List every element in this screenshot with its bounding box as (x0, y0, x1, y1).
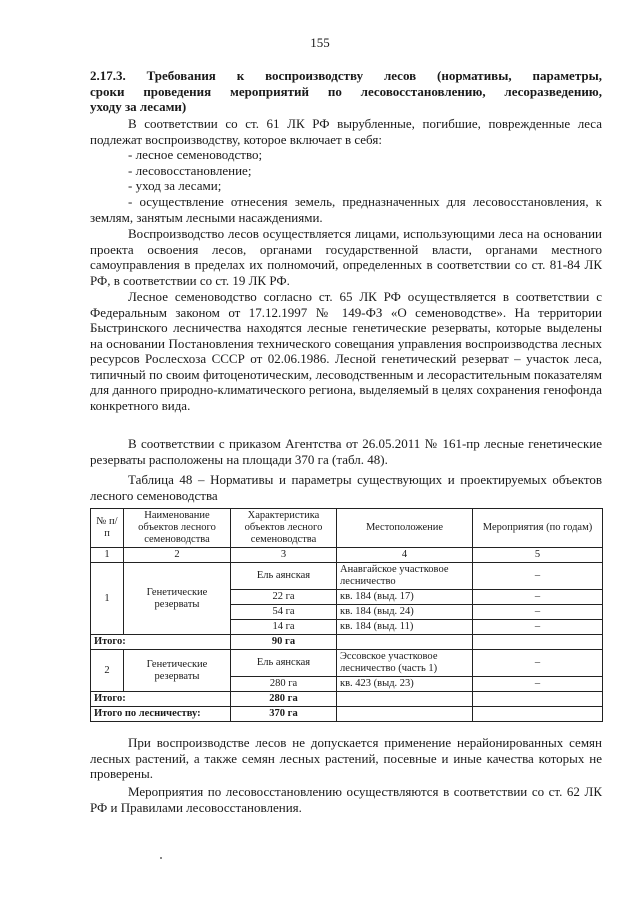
subtotal-value: 90 га (231, 635, 337, 650)
column-number: 4 (337, 548, 473, 563)
object-location: Анавгайское участковое лесничество (337, 563, 473, 590)
section-title-line: 2.17.3. Требования к воспроизводству лесов (нормативы, параметры, (90, 68, 602, 83)
header-cell: Местоположение (337, 509, 473, 548)
paragraph-intro: В соответствии со ст. 61 ЛК РФ вырубленные, погибшие, поврежденные леса подлежат воспроизводству, которое включает в себя: (90, 116, 602, 147)
reproduction-list (90, 147, 602, 194)
section-title-line: уходу за лесами) (90, 99, 187, 114)
object-events: – (473, 605, 603, 620)
paragraph-reproduction: Воспроизводство лесов осуществляется лицами, использующими леса на основании проекта освоения лесов, органами государственной власти, органами местного самоуправления в пределах их полномочий, определенных в соответствии со ст. 81-84 ЛК РФ, в соответствии со ст. 19 ЛК РФ. (90, 226, 602, 288)
section-title-line: сроки проведения мероприятий по лесовосстановлению, лесоразведению, (90, 83, 602, 99)
header-cell: № п/п (91, 509, 124, 548)
column-number-row (91, 548, 603, 563)
section-title (90, 68, 602, 115)
object-events: – (473, 620, 603, 635)
object-events: – (473, 590, 603, 605)
table-row (91, 563, 603, 590)
empty-cell (473, 707, 603, 722)
empty-cell (337, 692, 473, 707)
object-characteristic: Ель аянская (231, 563, 337, 590)
row-number: 2 (91, 650, 124, 692)
column-number: 5 (473, 548, 603, 563)
object-location: кв. 423 (выд. 23) (337, 677, 473, 692)
scan-speck (160, 857, 162, 859)
header-cell: Характеристика объектов лесного семеноводства (231, 509, 337, 548)
object-location: кв. 184 (выд. 17) (337, 590, 473, 605)
object-events: – (473, 563, 603, 590)
empty-cell (337, 635, 473, 650)
object-characteristic: 54 га (231, 605, 337, 620)
subtotal-row (91, 635, 603, 650)
subtotal-label: Итого: (91, 635, 231, 650)
header-cell: Мероприятия (по годам) (473, 509, 603, 548)
header-cell: Наименование объектов лесного семеноводства (124, 509, 231, 548)
column-number: 1 (91, 548, 124, 563)
object-location: кв. 184 (выд. 24) (337, 605, 473, 620)
paragraph-reforestation: Мероприятия по лесовосстановлению осуществляются в соответствии со ст. 62 ЛК РФ и Правилами лесовосстановления. (90, 784, 602, 815)
list-item: - лесовосстановление; (128, 162, 252, 178)
page-number: 155 (310, 35, 330, 50)
seed-objects-table (90, 508, 603, 722)
paragraph-seed-production: Лесное семеноводство согласно ст. 65 ЛК РФ осуществляется в соответствии с Федеральным законом от 17.12.1997 № 149-ФЗ «О семеноводстве». На территории Быстринского лесничества находятся лесные генетические резерваты, которые выделены на основании Постановления технического совещания управления воспроизводства лесных ресурсов Рослесхоза СССР от 02.06.1986. Лесной генетический резерват – участок леса, типичный по своим фитоценотическим, лесоводственным и лесорастительным показателям для данного природно-климатического региона, выделяемый в целях сохранения генофонда конкретного вида. (90, 289, 602, 413)
paragraph-seed-restrictions: При воспроизводстве лесов не допускается применение нерайонированных семян лесных растений, а также семян лесных растений, посевные и иные качества которых не проверены. (90, 735, 602, 781)
list-item: - уход за лесами; (128, 178, 222, 193)
row-number: 1 (91, 563, 124, 635)
table-row (91, 650, 603, 677)
paragraph-reserves: В соответствии с приказом Агентства от 26.05.2011 № 161-пр лесные генетические резерваты расположены на площади 370 га (табл. 48). (90, 436, 602, 467)
object-location: Эссовское участковое лесничество (часть 1) (337, 650, 473, 677)
subtotal-value: 280 га (231, 692, 337, 707)
column-number: 2 (124, 548, 231, 563)
object-characteristic: 280 га (231, 677, 337, 692)
subtotal-row (91, 692, 603, 707)
column-number: 3 (231, 548, 337, 563)
total-label: Итого по лесничеству: (91, 707, 231, 722)
object-characteristic: Ель аянская (231, 650, 337, 677)
object-characteristic: 14 га (231, 620, 337, 635)
list-item: - осуществление отнесения земель, предназначенных для лесовосстановления, к землям, занятым лесными насаждениями. (90, 194, 602, 225)
total-row (91, 707, 603, 722)
subtotal-label: Итого: (91, 692, 231, 707)
object-location: кв. 184 (выд. 11) (337, 620, 473, 635)
empty-cell (473, 635, 603, 650)
object-characteristic: 22 га (231, 590, 337, 605)
table-caption: Таблица 48 – Нормативы и параметры существующих и проектируемых объектов лесного семеноводства (90, 472, 602, 503)
table-header-row (91, 509, 603, 548)
total-value: 370 га (231, 707, 337, 722)
list-item: - лесное семеноводство; (128, 147, 263, 162)
object-events: – (473, 650, 603, 677)
empty-cell (473, 692, 603, 707)
object-name: Генетические резерваты (124, 563, 231, 635)
empty-cell (337, 707, 473, 722)
object-events: – (473, 677, 603, 692)
object-name: Генетические резерваты (124, 650, 231, 692)
